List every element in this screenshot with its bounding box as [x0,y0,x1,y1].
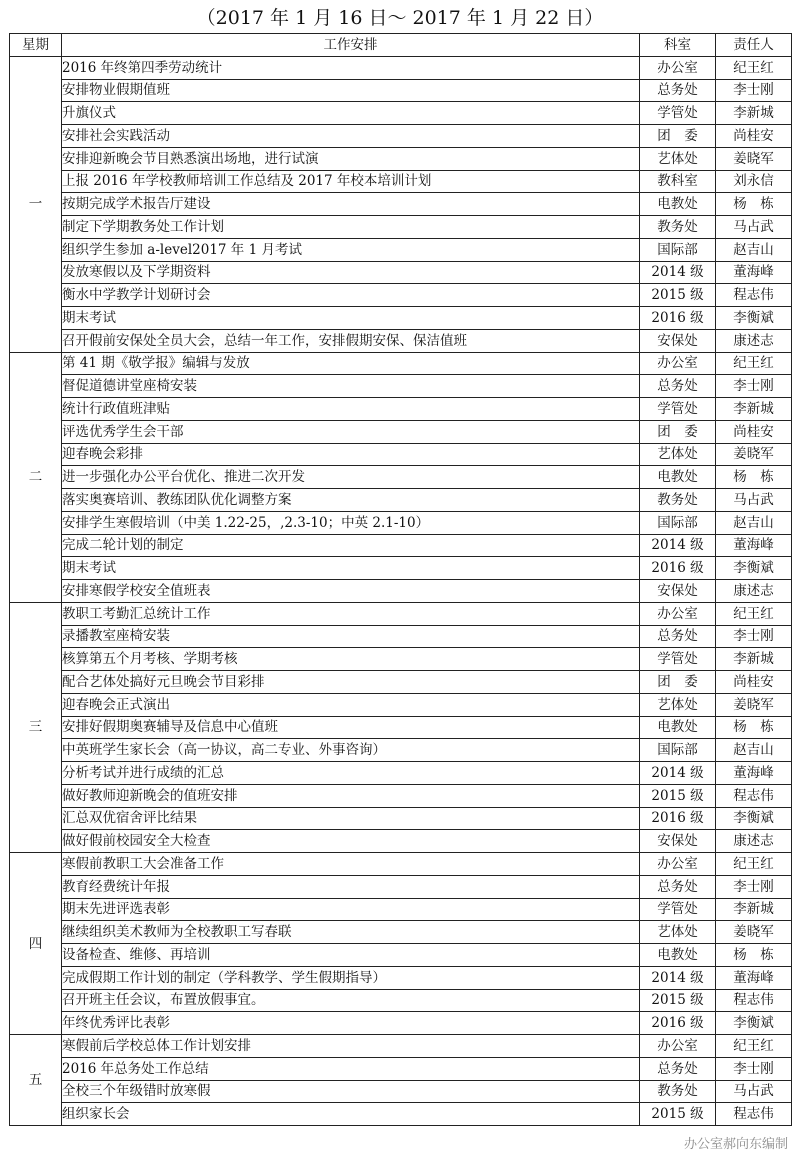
person-cell: 纪王红 [716,1035,792,1058]
task-cell: 继续组织美术教师为全校教职工写春联 [62,921,640,944]
dept-cell: 学管处 [640,102,716,125]
task-cell: 落实奥赛培训、教练团队优化调整方案 [62,489,640,512]
person-cell: 赵吉山 [716,511,792,534]
task-cell: 升旗仪式 [62,102,640,125]
dept-cell: 教务处 [640,489,716,512]
person-cell: 杨 栋 [716,193,792,216]
task-cell: 年终优秀评比表彰 [62,1012,640,1035]
person-cell: 李新城 [716,898,792,921]
table-row [10,443,792,466]
table-row [10,170,792,193]
dept-cell: 教务处 [640,216,716,239]
table-row [10,398,792,421]
compiler-watermark: 办公室郝向东编制 [683,1137,788,1152]
person-cell: 赵吉山 [716,739,792,762]
task-cell: 完成假期工作计划的制定（学科教学、学生假期指导） [62,966,640,989]
table-row [10,147,792,170]
table-row [10,716,792,739]
dept-cell: 2016 级 [640,1012,716,1035]
table-row [10,420,792,443]
person-cell: 李新城 [716,398,792,421]
task-cell: 安排物业假期值班 [62,79,640,102]
task-cell: 安排迎新晚会节目熟悉演出场地，进行试演 [62,147,640,170]
person-cell: 李士刚 [716,79,792,102]
task-cell: 中英班学生家长会（高一协议，高二专业、外事咨询） [62,739,640,762]
person-cell: 纪王红 [716,602,792,625]
table-row [10,352,792,375]
dept-cell: 2014 级 [640,966,716,989]
weekday-cell: 五 [10,1035,62,1126]
table-row [10,648,792,671]
dept-cell: 学管处 [640,398,716,421]
task-cell: 督促道德讲堂座椅安装 [62,375,640,398]
task-cell: 统计行政值班津贴 [62,398,640,421]
person-cell: 程志伟 [716,989,792,1012]
person-cell: 李士刚 [716,875,792,898]
task-cell: 寒假前教职工大会准备工作 [62,853,640,876]
task-cell: 召开班主任会议，布置放假事宜。 [62,989,640,1012]
dept-cell: 2015 级 [640,784,716,807]
table-row [10,102,792,125]
task-cell: 衡水中学教学计划研讨会 [62,284,640,307]
task-cell: 2016 年总务处工作总结 [62,1057,640,1080]
dept-cell: 电教处 [640,944,716,967]
table-row [10,216,792,239]
dept-cell: 艺体处 [640,693,716,716]
person-cell: 尚桂安 [716,671,792,694]
table-row [10,966,792,989]
dept-cell: 国际部 [640,238,716,261]
table-row [10,534,792,557]
dept-cell: 电教处 [640,716,716,739]
table-row [10,1103,792,1126]
dept-cell: 总务处 [640,1057,716,1080]
table-row [10,238,792,261]
table-row [10,898,792,921]
person-cell: 马占武 [716,489,792,512]
task-cell: 第 41 期《敬学报》编辑与发放 [62,352,640,375]
person-cell: 董海峰 [716,534,792,557]
table-row [10,693,792,716]
dept-cell: 电教处 [640,193,716,216]
task-cell: 召开假前安保处全员大会，总结一年工作，安排假期安保、保洁值班 [62,329,640,352]
person-cell: 李士刚 [716,375,792,398]
task-cell: 期末考试 [62,307,640,330]
person-cell: 董海峰 [716,966,792,989]
dept-cell: 安保处 [640,329,716,352]
dept-cell: 办公室 [640,853,716,876]
task-cell: 发放寒假以及下学期资料 [62,261,640,284]
person-cell: 李新城 [716,648,792,671]
table-row [10,1035,792,1058]
person-cell: 纪王红 [716,352,792,375]
table-row [10,602,792,625]
dept-cell: 办公室 [640,56,716,79]
dept-cell: 学管处 [640,898,716,921]
table-row [10,466,792,489]
task-cell: 汇总双优宿舍评比结果 [62,807,640,830]
person-cell: 杨 栋 [716,466,792,489]
person-cell: 杨 栋 [716,944,792,967]
task-cell: 核算第五个月考核、学期考核 [62,648,640,671]
dept-cell: 2014 级 [640,762,716,785]
task-cell: 进一步强化办公平台优化、推进二次开发 [62,466,640,489]
person-cell: 刘永信 [716,170,792,193]
table-row [10,307,792,330]
table-row [10,739,792,762]
dept-cell: 艺体处 [640,147,716,170]
table-row [10,261,792,284]
person-cell: 纪王红 [716,853,792,876]
person-cell: 李士刚 [716,1057,792,1080]
table-row [10,489,792,512]
dept-cell: 2014 级 [640,534,716,557]
task-cell: 寒假前后学校总体工作计划安排 [62,1035,640,1058]
person-cell: 康述志 [716,580,792,603]
task-cell: 迎春晚会正式演出 [62,693,640,716]
person-cell: 姜晓军 [716,921,792,944]
table-row [10,921,792,944]
dept-cell: 2016 级 [640,307,716,330]
person-cell: 康述志 [716,830,792,853]
table-row [10,989,792,1012]
table-row [10,1012,792,1035]
dept-cell: 办公室 [640,352,716,375]
header-task: 工作安排 [62,34,640,57]
table-row [10,784,792,807]
person-cell: 杨 栋 [716,716,792,739]
header-person: 责任人 [716,34,792,57]
dept-cell: 学管处 [640,648,716,671]
person-cell: 马占武 [716,1080,792,1103]
task-cell: 制定下学期教务处工作计划 [62,216,640,239]
person-cell: 程志伟 [716,784,792,807]
weekday-cell: 一 [10,56,62,352]
task-cell: 安排好假期奥赛辅导及信息中心值班 [62,716,640,739]
dept-cell: 2015 级 [640,1103,716,1126]
table-row [10,557,792,580]
task-cell: 做好假前校园安全大检查 [62,830,640,853]
dept-cell: 2016 级 [640,557,716,580]
task-cell: 按期完成学术报告厅建设 [62,193,640,216]
person-cell: 程志伟 [716,1103,792,1126]
dept-cell: 办公室 [640,1035,716,1058]
table-row [10,875,792,898]
task-cell: 教育经费统计年报 [62,875,640,898]
dept-cell: 国际部 [640,739,716,762]
task-cell: 设备检查、维修、再培训 [62,944,640,967]
person-cell: 董海峰 [716,762,792,785]
table-row [10,284,792,307]
header-day: 星期 [10,34,62,57]
table-row [10,671,792,694]
task-cell: 做好教师迎新晚会的值班安排 [62,784,640,807]
person-cell: 李衡斌 [716,1012,792,1035]
person-cell: 李士刚 [716,625,792,648]
weekday-cell: 二 [10,352,62,602]
table-row [10,625,792,648]
dept-cell: 艺体处 [640,921,716,944]
person-cell: 李新城 [716,102,792,125]
person-cell: 康述志 [716,329,792,352]
dept-cell: 总务处 [640,625,716,648]
table-row [10,193,792,216]
table-row [10,1080,792,1103]
task-cell: 安排学生寒假培训（中美 1.22-25，,2.3-10；中英 2.1-10） [62,511,640,534]
table-row [10,807,792,830]
schedule-title: （2017 年 1 月 16 日～ 2017 年 1 月 22 日） [196,7,604,29]
header-row [10,34,792,57]
weekday-cell: 三 [10,602,62,852]
table-row [10,375,792,398]
person-cell: 李衡斌 [716,807,792,830]
table-row [10,1057,792,1080]
task-cell: 分析考试并进行成绩的汇总 [62,762,640,785]
dept-cell: 教务处 [640,1080,716,1103]
person-cell: 马占武 [716,216,792,239]
person-cell: 姜晓军 [716,693,792,716]
dept-cell: 国际部 [640,511,716,534]
table-row [10,762,792,785]
dept-cell: 团 委 [640,671,716,694]
person-cell: 纪王红 [716,56,792,79]
weekday-cell: 四 [10,853,62,1035]
table-row [10,79,792,102]
person-cell: 赵吉山 [716,238,792,261]
person-cell: 李衡斌 [716,557,792,580]
task-cell: 评选优秀学生会干部 [62,420,640,443]
table-row [10,580,792,603]
task-cell: 安排寒假学校安全值班表 [62,580,640,603]
dept-cell: 总务处 [640,79,716,102]
table-row [10,853,792,876]
dept-cell: 总务处 [640,875,716,898]
task-cell: 组织学生参加 a-level2017 年 1 月考试 [62,238,640,261]
person-cell: 姜晓军 [716,147,792,170]
task-cell: 迎春晚会彩排 [62,443,640,466]
dept-cell: 安保处 [640,830,716,853]
weekly-schedule-table [9,33,792,1126]
table-row [10,329,792,352]
dept-cell: 团 委 [640,420,716,443]
dept-cell: 办公室 [640,602,716,625]
task-cell: 配合艺体处搞好元旦晚会节目彩排 [62,671,640,694]
task-cell: 全校三个年级错时放寒假 [62,1080,640,1103]
person-cell: 李衡斌 [716,307,792,330]
task-cell: 期末先进评选表彰 [62,898,640,921]
table-row [10,944,792,967]
dept-cell: 2014 级 [640,261,716,284]
dept-cell: 总务处 [640,375,716,398]
person-cell: 程志伟 [716,284,792,307]
schedule-body [10,56,792,1125]
task-cell: 期末考试 [62,557,640,580]
task-cell: 教职工考勤汇总统计工作 [62,602,640,625]
table-row [10,125,792,148]
person-cell: 尚桂安 [716,125,792,148]
dept-cell: 2015 级 [640,989,716,1012]
dept-cell: 教科室 [640,170,716,193]
table-row [10,511,792,534]
person-cell: 董海峰 [716,261,792,284]
task-cell: 录播教室座椅安装 [62,625,640,648]
dept-cell: 电教处 [640,466,716,489]
task-cell: 完成二轮计划的制定 [62,534,640,557]
dept-cell: 安保处 [640,580,716,603]
task-cell: 安排社会实践活动 [62,125,640,148]
dept-cell: 团 委 [640,125,716,148]
person-cell: 尚桂安 [716,420,792,443]
person-cell: 姜晓军 [716,443,792,466]
task-cell: 上报 2016 年学校教师培训工作总结及 2017 年校本培训计划 [62,170,640,193]
task-cell: 2016 年终第四季劳动统计 [62,56,640,79]
dept-cell: 2015 级 [640,284,716,307]
header-dept: 科室 [640,34,716,57]
dept-cell: 艺体处 [640,443,716,466]
table-row [10,830,792,853]
table-row [10,56,792,79]
dept-cell: 2016 级 [640,807,716,830]
task-cell: 组织家长会 [62,1103,640,1126]
